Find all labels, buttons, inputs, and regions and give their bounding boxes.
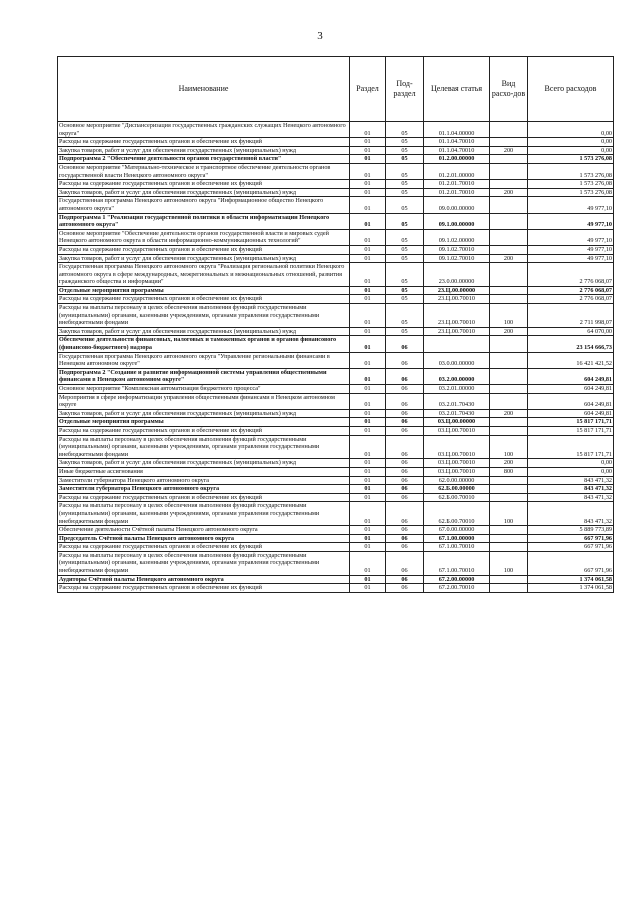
cell-razdel: 01 xyxy=(350,459,386,468)
cell-target-article: 09.1.02.00000 xyxy=(424,229,490,245)
cell-expense-type: 200 xyxy=(490,146,528,155)
table-row xyxy=(58,254,614,263)
cell-target-article: 23.Ц.00.70010 xyxy=(424,327,490,336)
cell-razdel: 01 xyxy=(350,385,386,394)
cell-target-article: 67.0.00.00000 xyxy=(424,526,490,535)
table-row xyxy=(58,327,614,336)
cell-expense-type xyxy=(490,245,528,254)
cell-name: Расходы на содержание государственных органов и обеспечение их функций xyxy=(58,584,350,593)
cell-expense-type: 200 xyxy=(490,409,528,418)
cell-name: Государственная программа Ненецкого автономного округа "Реализация региональной политики Ненецкого автономного округа в сфере международных, межрегиональных и межнациональных отношений, развития гражданского общества и информации" xyxy=(58,263,350,287)
cell-expense-type xyxy=(490,485,528,494)
cell-podrazdel: 06 xyxy=(386,459,424,468)
cell-name: Мероприятия в сфере информатизации управления общественными финансами в Ненецком автономном округе xyxy=(58,393,350,409)
table-row xyxy=(58,304,614,328)
table-row xyxy=(58,385,614,394)
cell-razdel: 01 xyxy=(350,197,386,213)
cell-target-article: 03.2.01.70430 xyxy=(424,409,490,418)
cell-name: Расходы на содержание государственных органов и обеспечение их функций xyxy=(58,493,350,502)
cell-target-article: 67.2.00.70010 xyxy=(424,584,490,593)
cell-name: Заместители губернатора Ненецкого автономного округа xyxy=(58,476,350,485)
header-expense-type: Вид расхо-дов xyxy=(490,57,528,122)
table-row xyxy=(58,197,614,213)
cell-razdel: 01 xyxy=(350,551,386,575)
cell-expense-type xyxy=(490,213,528,229)
cell-razdel: 01 xyxy=(350,575,386,584)
cell-expense-type xyxy=(490,368,528,384)
cell-expense-type: 100 xyxy=(490,502,528,526)
cell-podrazdel: 06 xyxy=(386,543,424,552)
cell-expense-type: 100 xyxy=(490,551,528,575)
cell-total: 2 776 068,07 xyxy=(528,286,614,295)
cell-target-article: 03.Ц.00.70010 xyxy=(424,459,490,468)
cell-name: Отдельные мероприятия программы xyxy=(58,418,350,427)
cell-razdel: 01 xyxy=(350,467,386,476)
cell-total: 49 977,10 xyxy=(528,254,614,263)
cell-total: 1 573 276,08 xyxy=(528,180,614,189)
table-row xyxy=(58,502,614,526)
cell-name: Председатель Счётной палаты Ненецкого автономного округа xyxy=(58,534,350,543)
cell-podrazdel: 05 xyxy=(386,155,424,164)
header-target-article: Целевая статья xyxy=(424,57,490,122)
cell-podrazdel: 06 xyxy=(386,493,424,502)
cell-total: 2 776 068,07 xyxy=(528,263,614,287)
cell-razdel: 01 xyxy=(350,336,386,352)
table-row xyxy=(58,467,614,476)
cell-podrazdel: 06 xyxy=(386,485,424,494)
table-row xyxy=(58,155,614,164)
cell-name: Основное мероприятие "Комплексная автоматизация бюджетного процесса" xyxy=(58,385,350,394)
table-header-row xyxy=(58,57,614,122)
cell-target-article: 03.Ц.00.70010 xyxy=(424,426,490,435)
cell-total: 2 776 068,07 xyxy=(528,295,614,304)
cell-name: Расходы на содержание государственных органов и обеспечение их функций xyxy=(58,245,350,254)
cell-expense-type xyxy=(490,534,528,543)
cell-total: 667 971,96 xyxy=(528,534,614,543)
cell-name: Расходы на выплаты персоналу в целях обеспечения выполнения функций государственными (муниципальными) органами, казенными учреждениями, органами управления государственными внебюджетными фондами xyxy=(58,435,350,459)
cell-podrazdel: 06 xyxy=(386,551,424,575)
cell-total: 1 573 276,08 xyxy=(528,188,614,197)
cell-podrazdel: 05 xyxy=(386,304,424,328)
cell-podrazdel: 06 xyxy=(386,575,424,584)
cell-total: 667 971,96 xyxy=(528,543,614,552)
cell-expense-type: 200 xyxy=(490,254,528,263)
cell-total: 0,00 xyxy=(528,459,614,468)
cell-expense-type xyxy=(490,336,528,352)
table-row xyxy=(58,229,614,245)
cell-name: Подпрограмма 2 "Создание и развитие информационной системы управления общественными финансами в Ненецком автономном округе" xyxy=(58,368,350,384)
cell-razdel: 01 xyxy=(350,295,386,304)
header-name: Наименование xyxy=(58,57,350,122)
cell-target-article: 01.2.01.00000 xyxy=(424,163,490,179)
cell-total: 15 817 171,71 xyxy=(528,418,614,427)
cell-total: 1 573 276,08 xyxy=(528,155,614,164)
cell-name: Расходы на содержание государственных органов и обеспечение их функций xyxy=(58,426,350,435)
table-row xyxy=(58,146,614,155)
cell-expense-type xyxy=(490,295,528,304)
cell-target-article: 03.2.01.70430 xyxy=(424,393,490,409)
cell-name: Подпрограмма 1 "Реализация государственной политики в области информатизации Ненецкого автономного округа" xyxy=(58,213,350,229)
cell-expense-type xyxy=(490,286,528,295)
cell-name: Государственная программа Ненецкого автономного округа "Управление региональными финансами в Ненецком автономном округе" xyxy=(58,352,350,368)
cell-name: Расходы на содержание государственных органов и обеспечение их функций xyxy=(58,295,350,304)
cell-razdel: 01 xyxy=(350,584,386,593)
cell-target-article: 03.Ц.00.00000 xyxy=(424,418,490,427)
cell-target-article: 03.0.00.00000 xyxy=(424,352,490,368)
cell-razdel: 01 xyxy=(350,263,386,287)
cell-total: 843 471,32 xyxy=(528,493,614,502)
page-number: 3 xyxy=(317,30,323,42)
cell-name: Подпрограмма 2 "Обеспечение деятельности органов государственной власти" xyxy=(58,155,350,164)
cell-podrazdel: 06 xyxy=(386,584,424,593)
cell-razdel: 01 xyxy=(350,286,386,295)
cell-expense-type: 800 xyxy=(490,467,528,476)
cell-podrazdel: 06 xyxy=(386,409,424,418)
table-row xyxy=(58,213,614,229)
cell-name: Закупка товаров, работ и услуг для обеспечения государственных (муниципальных) нужд xyxy=(58,188,350,197)
table-row xyxy=(58,336,614,352)
cell-expense-type xyxy=(490,163,528,179)
cell-expense-type xyxy=(490,418,528,427)
cell-target-article: 03.2.01.00000 xyxy=(424,385,490,394)
header-total: Всего расходов xyxy=(528,57,614,122)
cell-total: 15 817 171,71 xyxy=(528,435,614,459)
cell-total: 5 889 773,89 xyxy=(528,526,614,535)
cell-name: Обеспечение деятельности финансовых, налоговых и таможенных органов и органов финансового (финансово-бюджетного) надзора xyxy=(58,336,350,352)
table-row xyxy=(58,426,614,435)
cell-target-article: 67.1.00.70010 xyxy=(424,543,490,552)
cell-razdel: 01 xyxy=(350,138,386,147)
cell-target-article: 62.Б.00.70010 xyxy=(424,502,490,526)
table-row xyxy=(58,393,614,409)
cell-razdel: 01 xyxy=(350,254,386,263)
table-row xyxy=(58,263,614,287)
cell-total: 843 471,32 xyxy=(528,485,614,494)
cell-target-article: 23.Ц.00.70010 xyxy=(424,304,490,328)
cell-razdel: 01 xyxy=(350,485,386,494)
cell-podrazdel: 05 xyxy=(386,327,424,336)
cell-podrazdel: 05 xyxy=(386,197,424,213)
cell-razdel: 01 xyxy=(350,526,386,535)
cell-razdel: 01 xyxy=(350,245,386,254)
cell-name: Расходы на выплаты персоналу в целях обеспечения выполнения функций государственными (муниципальными) органами, казенными учреждениями, органами управления государственными внебюджетными фондами xyxy=(58,502,350,526)
cell-target-article: 23.Ц.00.70010 xyxy=(424,295,490,304)
cell-name: Аудиторы Счётной палаты Ненецкого автономного округа xyxy=(58,575,350,584)
table-row xyxy=(58,575,614,584)
cell-name: Заместители губернатора Ненецкого автономного округа xyxy=(58,485,350,494)
cell-expense-type xyxy=(490,122,528,138)
table-row xyxy=(58,459,614,468)
cell-razdel: 01 xyxy=(350,393,386,409)
cell-expense-type: 100 xyxy=(490,304,528,328)
cell-target-article: 09.1.02.70010 xyxy=(424,245,490,254)
cell-podrazdel: 06 xyxy=(386,385,424,394)
cell-expense-type xyxy=(490,197,528,213)
cell-total: 1 374 061,58 xyxy=(528,575,614,584)
cell-target-article: 67.2.00.00000 xyxy=(424,575,490,584)
table-row xyxy=(58,163,614,179)
cell-target-article: 01.1.04.70010 xyxy=(424,146,490,155)
table-row xyxy=(58,138,614,147)
cell-expense-type xyxy=(490,543,528,552)
table-row xyxy=(58,180,614,189)
table-row xyxy=(58,534,614,543)
cell-name: Закупка товаров, работ и услуг для обеспечения государственных (муниципальных) нужд xyxy=(58,146,350,155)
cell-podrazdel: 06 xyxy=(386,534,424,543)
cell-podrazdel: 05 xyxy=(386,180,424,189)
cell-total: 667 971,96 xyxy=(528,551,614,575)
cell-razdel: 01 xyxy=(350,163,386,179)
cell-total: 604 249,81 xyxy=(528,409,614,418)
cell-name: Отдельные мероприятия программы xyxy=(58,286,350,295)
cell-name: Закупка товаров, работ и услуг для обеспечения государственных (муниципальных) нужд xyxy=(58,459,350,468)
cell-razdel: 01 xyxy=(350,213,386,229)
cell-target-article: 23.0.00.00000 xyxy=(424,263,490,287)
cell-expense-type xyxy=(490,584,528,593)
cell-expense-type xyxy=(490,393,528,409)
table-row xyxy=(58,493,614,502)
cell-total: 0,00 xyxy=(528,138,614,147)
cell-target-article: 62.Б.00.00000 xyxy=(424,485,490,494)
cell-expense-type xyxy=(490,385,528,394)
cell-target-article: 03.Ц.00.70010 xyxy=(424,467,490,476)
cell-podrazdel: 06 xyxy=(386,467,424,476)
cell-total: 2 711 998,07 xyxy=(528,304,614,328)
cell-razdel: 01 xyxy=(350,327,386,336)
cell-expense-type xyxy=(490,493,528,502)
cell-podrazdel: 05 xyxy=(386,295,424,304)
cell-target-article: 67.1.00.70010 xyxy=(424,551,490,575)
cell-name: Расходы на содержание государственных органов и обеспечение их функций xyxy=(58,180,350,189)
cell-expense-type xyxy=(490,476,528,485)
cell-expense-type xyxy=(490,352,528,368)
cell-expense-type xyxy=(490,155,528,164)
cell-total: 15 817 171,71 xyxy=(528,426,614,435)
cell-podrazdel: 05 xyxy=(386,163,424,179)
cell-expense-type: 200 xyxy=(490,459,528,468)
cell-total: 0,00 xyxy=(528,122,614,138)
cell-razdel: 01 xyxy=(350,435,386,459)
cell-total: 1 573 276,08 xyxy=(528,163,614,179)
cell-total: 604 249,81 xyxy=(528,393,614,409)
cell-podrazdel: 06 xyxy=(386,435,424,459)
cell-target-article: 09.1.02.70010 xyxy=(424,254,490,263)
cell-razdel: 01 xyxy=(350,180,386,189)
table-row xyxy=(58,286,614,295)
cell-razdel: 01 xyxy=(350,368,386,384)
cell-razdel: 01 xyxy=(350,409,386,418)
cell-name: Расходы на выплаты персоналу в целях обеспечения выполнения функций государственными (муниципальными) органами, казенными учреждениями, органами управления государственными внебюджетными фондами xyxy=(58,551,350,575)
cell-podrazdel: 05 xyxy=(386,138,424,147)
table-row xyxy=(58,295,614,304)
cell-total: 49 977,10 xyxy=(528,229,614,245)
cell-target-article: 67.1.00.00000 xyxy=(424,534,490,543)
table-row xyxy=(58,584,614,593)
cell-target-article: 03.Ц.00.70010 xyxy=(424,435,490,459)
cell-total: 843 471,32 xyxy=(528,476,614,485)
table-row xyxy=(58,188,614,197)
cell-name: Расходы на содержание государственных органов и обеспечение их функций xyxy=(58,543,350,552)
cell-total: 1 374 061,58 xyxy=(528,584,614,593)
header-razdel: Раздел xyxy=(350,57,386,122)
cell-razdel: 01 xyxy=(350,229,386,245)
cell-podrazdel: 05 xyxy=(386,245,424,254)
cell-podrazdel: 06 xyxy=(386,368,424,384)
cell-razdel: 01 xyxy=(350,304,386,328)
cell-total: 604 249,81 xyxy=(528,385,614,394)
cell-razdel: 01 xyxy=(350,146,386,155)
cell-razdel: 01 xyxy=(350,476,386,485)
table-row xyxy=(58,368,614,384)
cell-podrazdel: 05 xyxy=(386,254,424,263)
table-row xyxy=(58,543,614,552)
cell-total: 843 471,32 xyxy=(528,502,614,526)
cell-podrazdel: 06 xyxy=(386,336,424,352)
cell-podrazdel: 05 xyxy=(386,122,424,138)
cell-name: Расходы на выплаты персоналу в целях обеспечения выполнения функций государственными (муниципальными) органами, казенными учреждениями, органами управления государственными внебюджетными фондами xyxy=(58,304,350,328)
cell-name: Расходы на содержание государственных органов и обеспечение их функций xyxy=(58,138,350,147)
cell-total: 0,00 xyxy=(528,467,614,476)
cell-razdel: 01 xyxy=(350,352,386,368)
cell-expense-type xyxy=(490,263,528,287)
table-row xyxy=(58,409,614,418)
cell-name: Закупка товаров, работ и услуг для обеспечения государственных (муниципальных) нужд xyxy=(58,254,350,263)
cell-razdel: 01 xyxy=(350,534,386,543)
cell-total: 0,00 xyxy=(528,146,614,155)
cell-total: 49 977,10 xyxy=(528,245,614,254)
cell-razdel: 01 xyxy=(350,122,386,138)
cell-expense-type xyxy=(490,426,528,435)
table-row xyxy=(58,245,614,254)
cell-podrazdel: 06 xyxy=(386,502,424,526)
cell-target-article: 09.0.00.00000 xyxy=(424,197,490,213)
cell-razdel: 01 xyxy=(350,188,386,197)
cell-podrazdel: 06 xyxy=(386,476,424,485)
cell-name: Иные бюджетные ассигнования xyxy=(58,467,350,476)
cell-podrazdel: 05 xyxy=(386,286,424,295)
table-row xyxy=(58,352,614,368)
cell-expense-type: 200 xyxy=(490,327,528,336)
cell-name: Основное мероприятие "Материально-техническое и транспортное обеспечение деятельности органов государственной власти Ненецкого автономного округа" xyxy=(58,163,350,179)
cell-podrazdel: 05 xyxy=(386,263,424,287)
cell-podrazdel: 06 xyxy=(386,352,424,368)
cell-target-article: 01.2.01.70010 xyxy=(424,180,490,189)
cell-expense-type xyxy=(490,575,528,584)
cell-expense-type xyxy=(490,180,528,189)
cell-target-article: 01.2.01.70010 xyxy=(424,188,490,197)
cell-name: Обеспечение деятельности Счётной палаты Ненецкого автономного округа xyxy=(58,526,350,535)
header-podrazdel: Под-раздел xyxy=(386,57,424,122)
cell-name: Закупка товаров, работ и услуг для обеспечения государственных (муниципальных) нужд xyxy=(58,409,350,418)
cell-expense-type xyxy=(490,229,528,245)
table-body xyxy=(58,122,614,593)
cell-target-article xyxy=(424,336,490,352)
cell-total: 49 977,10 xyxy=(528,197,614,213)
cell-expense-type: 100 xyxy=(490,435,528,459)
cell-razdel: 01 xyxy=(350,502,386,526)
table-row xyxy=(58,418,614,427)
cell-target-article: 09.1.00.00000 xyxy=(424,213,490,229)
cell-podrazdel: 05 xyxy=(386,188,424,197)
cell-total: 49 977,10 xyxy=(528,213,614,229)
cell-expense-type: 200 xyxy=(490,188,528,197)
budget-table xyxy=(57,56,614,593)
cell-name: Основное мероприятие "Обеспечение деятельности органов государственной власти и мировых судей Ненецкого автономного округа в области информационно-коммуникационных технологий" xyxy=(58,229,350,245)
cell-target-article: 01.2.00.00000 xyxy=(424,155,490,164)
cell-target-article: 23.Ц.00.00000 xyxy=(424,286,490,295)
cell-name: Государственная программа Ненецкого автономного округа "Информационное общество Ненецкого автономного округа" xyxy=(58,197,350,213)
cell-razdel: 01 xyxy=(350,493,386,502)
cell-podrazdel: 06 xyxy=(386,393,424,409)
table-row xyxy=(58,551,614,575)
cell-total: 604 249,81 xyxy=(528,368,614,384)
cell-total: 64 070,00 xyxy=(528,327,614,336)
cell-podrazdel: 06 xyxy=(386,426,424,435)
cell-podrazdel: 05 xyxy=(386,213,424,229)
cell-razdel: 01 xyxy=(350,155,386,164)
cell-razdel: 01 xyxy=(350,426,386,435)
cell-podrazdel: 06 xyxy=(386,418,424,427)
cell-podrazdel: 05 xyxy=(386,146,424,155)
cell-target-article: 62.0.00.00000 xyxy=(424,476,490,485)
table-row xyxy=(58,485,614,494)
cell-total: 23 154 666,73 xyxy=(528,336,614,352)
cell-expense-type xyxy=(490,138,528,147)
cell-total: 16 421 421,52 xyxy=(528,352,614,368)
cell-name: Закупка товаров, работ и услуг для обеспечения государственных (муниципальных) нужд xyxy=(58,327,350,336)
cell-name: Основное мероприятие "Диспансеризация государственных гражданских служащих Ненецкого автономного округа" xyxy=(58,122,350,138)
table-row xyxy=(58,435,614,459)
cell-target-article: 01.1.04.00000 xyxy=(424,122,490,138)
cell-razdel: 01 xyxy=(350,418,386,427)
cell-podrazdel: 05 xyxy=(386,229,424,245)
table-row xyxy=(58,476,614,485)
cell-expense-type xyxy=(490,526,528,535)
cell-target-article: 62.Б.00.70010 xyxy=(424,493,490,502)
cell-razdel: 01 xyxy=(350,543,386,552)
cell-podrazdel: 06 xyxy=(386,526,424,535)
table-row xyxy=(58,526,614,535)
cell-target-article: 03.2.00.00000 xyxy=(424,368,490,384)
table-row xyxy=(58,122,614,138)
cell-target-article: 01.1.04.70010 xyxy=(424,138,490,147)
